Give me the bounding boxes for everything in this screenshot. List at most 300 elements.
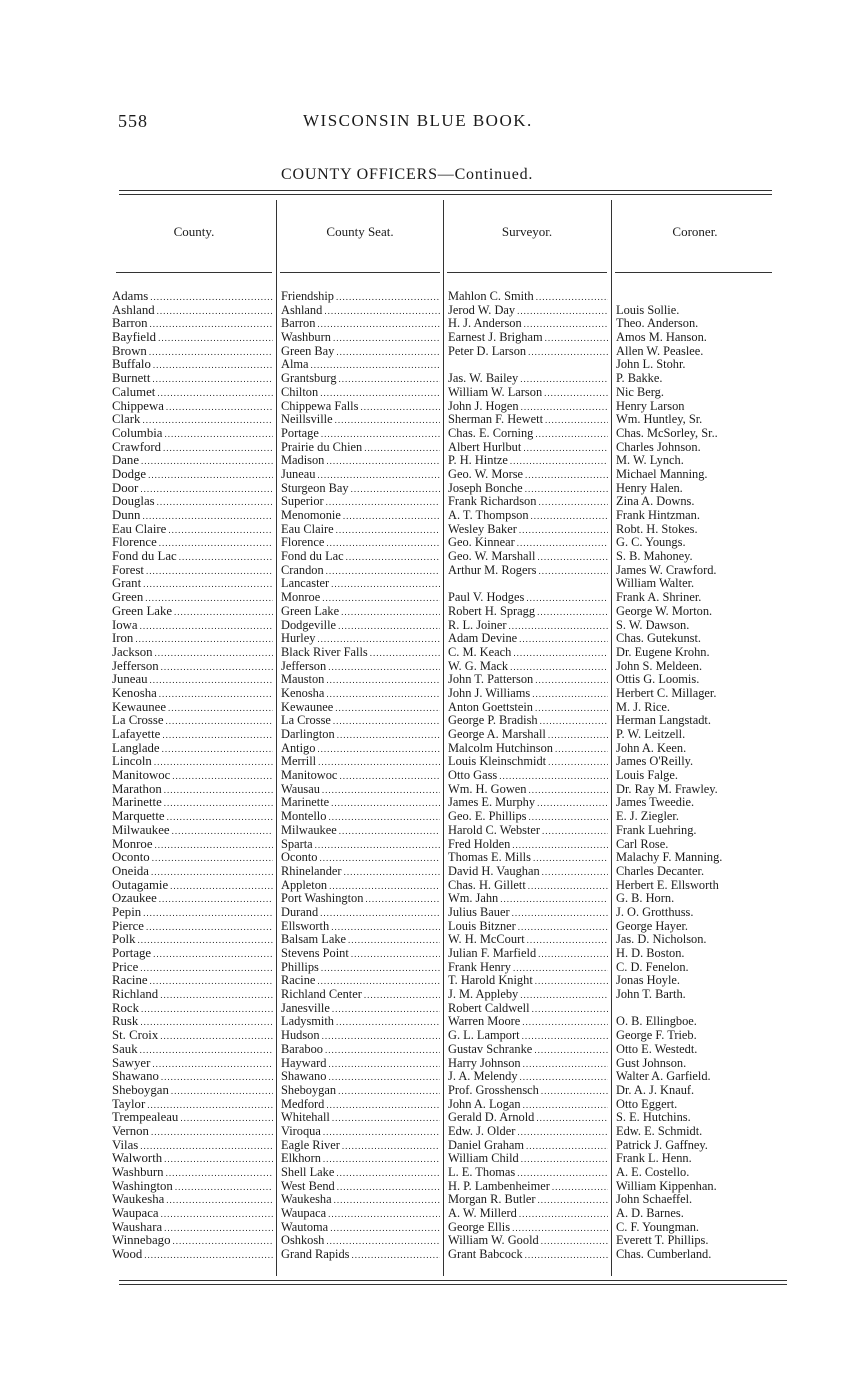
coroner-cell [616, 1221, 776, 1235]
county-seat-cell-text: Chippewa Falls [281, 399, 359, 413]
surveyor-cell [448, 468, 608, 482]
leader-dots [317, 318, 440, 331]
county-seat-cell [281, 838, 440, 852]
county-cell-text: Bayfield [112, 331, 157, 345]
coroner-cell [616, 755, 776, 769]
coroner-cell [616, 1139, 776, 1153]
coroner-cell-text: Frank L. Henn. [616, 1152, 692, 1166]
county-cell [112, 933, 273, 947]
county-seat-cell [281, 824, 440, 838]
county-cell-text: Clark [112, 413, 141, 427]
county-cell [112, 619, 273, 633]
surveyor-cell-text: W. H. McCourt [448, 933, 525, 947]
leader-dots [519, 524, 608, 537]
county-seat-cell-text: Ellsworth [281, 919, 330, 933]
surveyor-cell [448, 1152, 608, 1166]
leader-dots [161, 661, 273, 674]
coroner-cell [616, 988, 776, 1002]
coroner-cell [616, 427, 776, 441]
leader-dots [337, 729, 440, 742]
coroner-cell-text: Allen W. Peaslee. [616, 344, 704, 358]
coroner-cell [616, 1234, 776, 1248]
surveyor-cell-text: Louis Kleinschmidt [448, 755, 547, 769]
header-county: County. [173, 224, 215, 239]
coroner-cell-text: Malachy F. Manning. [616, 851, 723, 865]
coroner-cell [616, 646, 776, 660]
leader-dots [548, 729, 608, 742]
coroner-cell-text: M. J. Rice. [616, 700, 671, 714]
leader-dots [525, 469, 608, 482]
surveyor-cell [448, 386, 608, 400]
county-seat-cell [281, 783, 440, 797]
surveyor-cell [448, 290, 608, 304]
surveyor-cell [448, 1248, 608, 1262]
county-cell-text: Racine [112, 974, 148, 988]
surveyor-cell [448, 536, 608, 550]
leader-dots [332, 1003, 440, 1016]
county-cell-text: Wood [112, 1248, 143, 1262]
surveyor-cell [448, 687, 608, 701]
county-cell [112, 1111, 273, 1125]
coroner-cell [616, 838, 776, 852]
county-seat-cell [281, 386, 440, 400]
leader-dots [172, 770, 273, 783]
leader-dots [168, 524, 273, 537]
surveyor-cell-text: Gustav Schranke [448, 1042, 533, 1056]
leader-dots [541, 1235, 608, 1248]
leader-dots [537, 551, 608, 564]
column-divider-2 [443, 200, 444, 1276]
coroner-cell [616, 974, 776, 988]
leader-dots [160, 989, 273, 1002]
surveyor-cell-text: Fred Holden [448, 837, 511, 851]
leader-dots [163, 442, 273, 455]
leader-dots [541, 1085, 608, 1098]
county-cell [112, 632, 273, 646]
county-seat-cell-text: Shell Lake [281, 1166, 335, 1179]
leader-dots [336, 1167, 440, 1180]
leader-dots [315, 839, 440, 852]
leader-dots [519, 1208, 608, 1221]
county-seat-cell [281, 577, 440, 591]
surveyor-cell-text: Albert Hurlbut [448, 440, 522, 454]
coroner-cell-text: John S. Meldeen. [616, 659, 703, 673]
surveyor-cell-text: P. H. Hintze [448, 454, 508, 468]
county-seat-cell-text: Richland Center [281, 988, 362, 1002]
leader-dots [338, 1085, 440, 1098]
surveyor-cell-text: Arthur M. Rogers [448, 563, 537, 577]
county-cell [112, 400, 273, 414]
leader-dots [323, 1126, 440, 1139]
leader-dots [322, 784, 440, 797]
county-cell-text: Grant [112, 577, 142, 591]
county-seat-cell [281, 1084, 440, 1098]
county-cell [112, 865, 273, 879]
county-seat-cell-text: Florence [281, 536, 325, 550]
county-cell-text: Ozaukee [112, 892, 157, 906]
county-seat-cell [281, 372, 440, 386]
surveyor-cell [448, 961, 608, 975]
county-seat-cell-text: Grand Rapids [281, 1248, 350, 1262]
county-cell [112, 1139, 273, 1153]
surveyor-cell [448, 755, 608, 769]
county-seat-cell-text: Barron [281, 317, 316, 331]
leader-dots [523, 442, 608, 455]
county-seat-cell [281, 605, 440, 619]
surveyor-cell [448, 1057, 608, 1071]
leader-dots [344, 866, 440, 879]
header-underline-seat [280, 272, 440, 273]
coroner-cell [616, 632, 776, 646]
coroner-cell-text: Theo. Anderson. [616, 317, 699, 331]
surveyor-cell-text: Otto Gass [448, 769, 498, 783]
surveyor-cell [448, 673, 608, 687]
county-seat-cell [281, 728, 440, 742]
coroner-cell-text: Everett T. Phillips. [616, 1234, 709, 1248]
leader-dots [339, 373, 440, 386]
surveyor-cell-text: George A. Marshall [448, 728, 546, 741]
coroner-cell [616, 331, 776, 345]
county-cell-text: Dodge [112, 467, 147, 481]
leader-dots [513, 962, 608, 975]
county-seat-cell-text: Menomonie [281, 509, 341, 522]
leader-dots [326, 1235, 440, 1248]
county-cell-text: Sauk [112, 1042, 138, 1056]
leader-dots [519, 633, 608, 646]
county-seat-cell [281, 468, 440, 482]
surveyor-cell [448, 304, 608, 318]
leader-dots [524, 318, 608, 331]
county-seat-cell [281, 687, 440, 701]
leader-dots [341, 606, 440, 619]
coroner-cell-text: H. D. Boston. [616, 947, 685, 960]
county-cell-text: Kenosha [112, 686, 157, 700]
surveyor-cell [448, 441, 608, 455]
top-rule-second [119, 194, 772, 195]
coroner-cell-text: Michael Manning. [616, 467, 708, 481]
leader-dots [531, 510, 608, 523]
county-seat-cell-text: Janesville [281, 1001, 330, 1015]
surveyor-cell-text: Julius Bauer [448, 905, 510, 919]
county-seat-cell [281, 482, 440, 496]
leader-dots [528, 880, 608, 893]
county-cell-text: Polk [112, 933, 136, 947]
coroner-cell-text: George Hayer. [616, 919, 689, 933]
county-cell-text: Iowa [112, 618, 138, 632]
county-cell [112, 1057, 273, 1071]
leader-dots [311, 359, 440, 372]
county-seat-cell [281, 358, 440, 372]
leader-dots [145, 592, 273, 605]
surveyor-cell [448, 564, 608, 578]
column-divider-1 [276, 200, 277, 1276]
county-seat-cell-text: Friendship [281, 290, 335, 303]
surveyor-cell [448, 523, 608, 537]
surveyor-cell-text: John A. Logan [448, 1097, 521, 1111]
county-cell [112, 988, 273, 1002]
coroner-cell [616, 1084, 776, 1098]
coroner-cell-text: Dr. Ray M. Frawley. [616, 782, 718, 796]
county-seat-cell-text: Eagle River [281, 1138, 340, 1152]
leader-dots [153, 948, 273, 961]
county-seat-cell [281, 331, 440, 345]
county-seat-cell [281, 564, 440, 578]
coroner-cell-text: A. E. Costello. [616, 1166, 690, 1179]
surveyor-cell [448, 1166, 608, 1180]
leader-dots [159, 893, 273, 906]
county-seat-cell-text: Baraboo [281, 1042, 323, 1056]
surveyor-cell-text: Wesley Baker [448, 522, 517, 536]
surveyor-cell-text: Mahlon C. Smith [448, 290, 534, 303]
surveyor-cell-text: George P. Bradish [448, 714, 538, 728]
county-seat-cell [281, 906, 440, 920]
coroner-cell-text: J. O. Grotthuss. [616, 905, 694, 919]
surveyor-cell [448, 1180, 608, 1194]
county-seat-cell-text: Montello [281, 810, 327, 824]
county-seat-cell [281, 865, 440, 879]
surveyor-cell-text: Robert Caldwell [448, 1001, 530, 1015]
county-seat-cell [281, 892, 440, 906]
surveyor-cell [448, 577, 608, 591]
surveyor-cell [448, 796, 608, 810]
coroner-cell-text: John L. Stohr. [616, 358, 686, 372]
county-cell-text: Burnett [112, 372, 151, 386]
coroner-cell-text: Nic Berg. [616, 385, 664, 399]
county-seat-cell [281, 947, 440, 961]
county-cell [112, 290, 273, 304]
coroner-cell [616, 810, 776, 824]
leader-dots [319, 852, 440, 865]
surveyor-cell-text: David H. Vaughan [448, 864, 540, 878]
leader-dots [159, 537, 273, 550]
surveyor-cell [448, 1043, 608, 1057]
leader-dots [144, 1249, 273, 1262]
leader-dots [331, 921, 440, 934]
leader-dots [140, 483, 273, 496]
leader-dots [166, 715, 273, 728]
leader-dots [174, 606, 273, 619]
county-cell-text: Florence [112, 536, 157, 550]
county-seat-cell-text: Hayward [281, 1056, 327, 1070]
county-cell-text: Chippewa [112, 399, 164, 413]
county-seat-cell-text: Stevens Point [281, 947, 349, 960]
coroner-cell-text: Henry Halen. [616, 481, 683, 495]
county-cell [112, 1098, 273, 1112]
county-seat-cell [281, 1166, 440, 1180]
county-seat-cell-text: Durand [281, 905, 319, 919]
county-cell [112, 1248, 273, 1262]
surveyor-cell [448, 851, 608, 865]
coroner-cell-text: Amos M. Hanson. [616, 331, 707, 345]
surveyor-cell [448, 345, 608, 359]
leader-dots [510, 661, 608, 674]
coroner-cell [616, 1057, 776, 1071]
county-cell [112, 974, 273, 988]
coroner-cell-text: Edw. E. Schmidt. [616, 1124, 703, 1138]
header-coroner: Coroner. [672, 224, 718, 239]
county-cell [112, 701, 273, 715]
surveyor-cell-text: Frank Richardson [448, 495, 537, 509]
coroner-cell [616, 728, 776, 742]
coroner-cell [616, 495, 776, 509]
leader-dots [351, 1249, 440, 1262]
leader-dots [331, 797, 440, 810]
header-surveyor: Surveyor. [501, 224, 553, 239]
coroner-cell-text: Otto E. Westedt. [616, 1042, 698, 1056]
leader-dots [160, 1030, 273, 1043]
surveyor-cell [448, 865, 608, 879]
coroner-cell [616, 851, 776, 865]
county-seat-cell [281, 755, 440, 769]
leader-dots [332, 1112, 440, 1125]
county-seat-cell [281, 701, 440, 715]
leader-dots [542, 866, 608, 879]
coroner-cell-text: William Walter. [616, 577, 695, 591]
leader-dots [521, 401, 608, 414]
county-seat-cell-text: Wautoma [281, 1220, 329, 1234]
leader-dots [527, 934, 608, 947]
leader-dots [150, 318, 273, 331]
leader-dots [328, 661, 440, 674]
coroner-cell-text: James Tweedie. [616, 796, 695, 810]
county-cell [112, 304, 273, 318]
county-cell-text: Columbia [112, 426, 163, 440]
leader-dots [333, 715, 440, 728]
coroner-cell [616, 290, 776, 304]
surveyor-cell [448, 1084, 608, 1098]
surveyor-cell-text: J. A. Melendy [448, 1070, 518, 1084]
page-number: 558 [118, 111, 148, 131]
leader-dots [512, 907, 608, 920]
county-cell [112, 920, 273, 934]
surveyor-cell-text: Julian F. Marfield [448, 947, 537, 960]
coroner-cell-text: Chas. Cumberland. [616, 1248, 712, 1262]
leader-dots [339, 825, 440, 838]
county-seat-cell-text: Superior [281, 495, 324, 509]
leader-dots [322, 592, 440, 605]
surveyor-cell-text: James E. Murphy [448, 796, 536, 810]
coroner-cell [616, 714, 776, 728]
surveyor-cell-text: Harold C. Webster [448, 823, 541, 837]
surveyor-cell [448, 974, 608, 988]
county-cell [112, 1234, 273, 1248]
leader-dots [500, 893, 608, 906]
leader-dots [166, 1194, 273, 1207]
leader-dots [326, 688, 440, 701]
leader-dots [528, 811, 608, 824]
leader-dots [171, 1085, 273, 1098]
county-seat-cell-text: Waupaca [281, 1207, 327, 1221]
county-cell [112, 454, 273, 468]
surveyor-cell-text: Edw. J. Older [448, 1124, 516, 1138]
surveyor-cell-text: T. Harold Knight [448, 974, 533, 988]
leader-dots [512, 839, 608, 852]
surveyor-cell-text: Warren Moore [448, 1015, 521, 1029]
county-cell-text: Dane [112, 454, 139, 468]
coroner-cell-text: S. W. Dawson. [616, 618, 690, 632]
leader-dots [166, 1167, 273, 1180]
county-seat-cell [281, 591, 440, 605]
county-seat-cell-text: Crandon [281, 563, 324, 577]
leader-dots [536, 291, 608, 304]
coroner-cell-text: S. E. Hutchins. [616, 1111, 691, 1125]
county-seat-cell [281, 441, 440, 455]
leader-dots [141, 1003, 273, 1016]
leader-dots [137, 934, 273, 947]
surveyor-cell [448, 1098, 608, 1112]
leader-dots [172, 1235, 273, 1248]
surveyor-cell [448, 413, 608, 427]
leader-dots [499, 770, 608, 783]
county-cell-text: Shawano [112, 1070, 159, 1084]
leader-dots [513, 647, 608, 660]
coroner-cell [616, 892, 776, 906]
leader-dots [321, 962, 440, 975]
leader-dots [535, 428, 608, 441]
coroner-cell-text: Dr. A. J. Knauf. [616, 1083, 695, 1097]
county-cell [112, 851, 273, 865]
coroner-cell-text: A. D. Barnes. [616, 1207, 684, 1221]
surveyor-cell-text: Daniel Graham [448, 1138, 525, 1152]
county-seat-cell-text: Green Lake [281, 604, 340, 618]
coroner-cell-text: James O'Reilly. [616, 755, 694, 769]
leader-dots [329, 880, 440, 893]
leader-dots [517, 305, 608, 318]
leader-dots [142, 414, 273, 427]
county-seat-cell-text: Phillips [281, 960, 319, 974]
county-seat-cell-text: Portage [281, 426, 319, 440]
coroner-column [616, 290, 776, 1262]
coroner-cell-text: Louis Sollie. [616, 303, 680, 317]
county-cell [112, 331, 273, 345]
county-cell [112, 1043, 273, 1057]
leader-dots [520, 373, 608, 386]
coroner-cell-text: P. Bakke. [616, 372, 663, 386]
leader-dots [152, 1058, 273, 1071]
leader-dots [548, 756, 608, 769]
surveyor-cell-text: Jas. W. Bailey [448, 372, 519, 386]
leader-dots [140, 1016, 273, 1029]
leader-dots [336, 291, 440, 304]
county-cell [112, 577, 273, 591]
county-cell [112, 536, 273, 550]
header-underline-county [116, 272, 272, 273]
leader-dots [534, 1044, 608, 1057]
county-cell-text: Richland [112, 988, 159, 1002]
coroner-cell [616, 550, 776, 564]
leader-dots [333, 332, 440, 345]
county-cell [112, 1193, 273, 1207]
county-seat-cell-text: Dodgeville [281, 618, 337, 632]
county-cell [112, 755, 273, 769]
county-seat-cell-text: Manitowoc [281, 769, 338, 783]
county-cell [112, 468, 273, 482]
coroner-cell [616, 1166, 776, 1180]
surveyor-cell-text: John T. Patterson [448, 673, 534, 687]
leader-dots [336, 1016, 440, 1029]
coroner-cell-text: Jas. D. Nicholson. [616, 933, 707, 947]
leader-dots [326, 565, 440, 578]
county-cell-text: Manitowoc [112, 769, 171, 783]
surveyor-cell [448, 714, 608, 728]
county-seat-cell-text: Balsam Lake [281, 933, 347, 947]
county-cell-text: Lincoln [112, 755, 152, 769]
county-cell [112, 1125, 273, 1139]
coroner-cell-text: M. W. Lynch. [616, 454, 684, 468]
county-seat-cell-text: Wausau [281, 782, 320, 796]
county-cell-text: Fond du Lac [112, 550, 177, 564]
leader-dots [535, 674, 608, 687]
